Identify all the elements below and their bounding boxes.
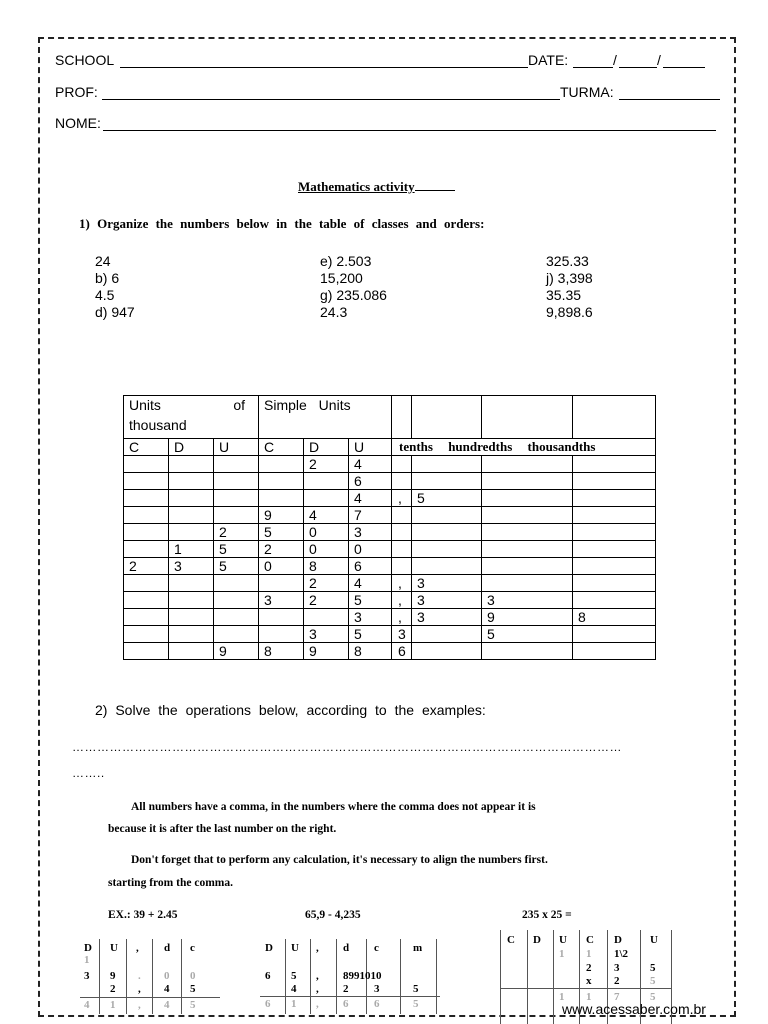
order-header: D: [169, 439, 214, 456]
number-item: e) 2.503: [320, 253, 372, 269]
comma-cell: [392, 456, 412, 473]
simple-units-header: Simple Units: [259, 396, 392, 439]
op3-bottom: 1: [586, 991, 592, 1003]
thousand-word: thousand: [129, 417, 187, 433]
table-cell: 0: [304, 524, 349, 541]
table-cell: 2: [124, 558, 169, 575]
table-row: [124, 643, 656, 660]
number-item: 24: [95, 253, 111, 269]
table-cell: 3: [349, 609, 392, 626]
op2-digit: 3: [374, 983, 380, 995]
table-cell: [412, 626, 482, 643]
number-item: j) 3,398: [546, 270, 593, 286]
prof-line: [102, 99, 560, 100]
number-item: 9,898.6: [546, 304, 593, 320]
table-cell: [214, 456, 259, 473]
table-cell: [124, 626, 169, 643]
op1-digit: ,: [138, 983, 141, 995]
table-row: [124, 524, 656, 541]
table-cell: 7: [349, 507, 392, 524]
op2-digit: 5: [413, 983, 419, 995]
table-cell: [412, 643, 482, 660]
question-2: 2) Solve the operations below, according to the examples:: [95, 702, 486, 718]
table-cell: [124, 524, 169, 541]
table-cell: [214, 626, 259, 643]
op2-digit: 2: [343, 983, 349, 995]
table-cell: 3: [259, 592, 304, 609]
table-cell: [214, 473, 259, 490]
op2-digit: ,: [316, 983, 319, 995]
op1-digit: 2: [110, 983, 116, 995]
table-cell: [214, 592, 259, 609]
table-cell: [259, 575, 304, 592]
table-cell: 5: [412, 490, 482, 507]
table-cell: 9: [304, 643, 349, 660]
table-cell: 4: [349, 490, 392, 507]
table-cell: 3: [304, 626, 349, 643]
table-cell: [124, 609, 169, 626]
table-body: [124, 456, 656, 660]
op3-carry: 1: [559, 948, 565, 960]
order-header: C: [124, 439, 169, 456]
table-cell: [169, 524, 214, 541]
op2-result: 1: [291, 998, 297, 1010]
table-cell: [573, 643, 656, 660]
op3-digit: 5: [650, 962, 656, 974]
op1-result: ,: [138, 999, 141, 1011]
table-cell: [124, 643, 169, 660]
table-cell: [259, 609, 304, 626]
op2-header: m: [413, 942, 423, 954]
table-row: [124, 575, 656, 592]
table-cell: [412, 558, 482, 575]
table-cell: [259, 626, 304, 643]
table-cell: 8: [573, 609, 656, 626]
class-header-row: [124, 396, 656, 439]
op1-result: 1: [110, 999, 116, 1011]
comma-cell: ,: [392, 575, 412, 592]
order-header: U: [349, 439, 392, 456]
op3-digit: 5: [650, 975, 656, 987]
op3-header: D: [533, 934, 541, 946]
comma-cell: [392, 473, 412, 490]
decimal-header-blank: [412, 396, 482, 439]
op1-digit: 0: [190, 970, 196, 982]
order-header: C: [259, 439, 304, 456]
classes-orders-table: [123, 395, 656, 660]
table-cell: 2: [304, 592, 349, 609]
comma-cell: [392, 541, 412, 558]
table-cell: [573, 541, 656, 558]
op1-digit: 9: [110, 970, 116, 982]
table-cell: [169, 609, 214, 626]
date-label: DATE:: [528, 52, 569, 68]
example-3-label: 235 x 25 =: [522, 909, 572, 921]
units-of-thousand-header: Units of thousand: [124, 396, 259, 439]
table-cell: [124, 507, 169, 524]
op3-header: D: [614, 934, 622, 946]
table-cell: 9: [259, 507, 304, 524]
op3-carry: 1\2: [614, 948, 629, 960]
op2-header: c: [374, 942, 379, 954]
table-cell: [124, 575, 169, 592]
table-cell: 5: [214, 541, 259, 558]
table-cell: [573, 558, 656, 575]
table-cell: [573, 507, 656, 524]
op3-digit: 3: [614, 962, 620, 974]
table-cell: 3: [482, 592, 573, 609]
op2-digit: 8991010: [343, 970, 382, 982]
op2-header: d: [343, 942, 350, 954]
table-cell: [169, 643, 214, 660]
table-cell: [482, 473, 573, 490]
op1-digit: .: [138, 970, 141, 982]
op2-digit: ,: [316, 970, 319, 982]
op1-digit: 5: [190, 983, 196, 995]
op1-digit: 3: [84, 970, 90, 982]
date-year-line: [663, 67, 705, 68]
table-row: [124, 456, 656, 473]
table-cell: [573, 490, 656, 507]
comma-cell: 3: [392, 626, 412, 643]
turma-label: TURMA:: [560, 84, 614, 100]
note-line: Don't forget that to perform any calculation, it's necessary to align the numbers first.: [131, 854, 548, 866]
op1-header: D: [84, 942, 92, 954]
table-cell: [169, 507, 214, 524]
activity-title: Mathematics activity: [298, 179, 478, 195]
table-cell: [573, 575, 656, 592]
number-item: b) 6: [95, 270, 120, 286]
op3-header: U: [650, 934, 658, 946]
table-cell: [169, 473, 214, 490]
table-cell: [482, 456, 573, 473]
comma-cell: 6: [392, 643, 412, 660]
op3-bottom: 1: [559, 991, 565, 1003]
table-row: [124, 558, 656, 575]
op1-digit: 4: [164, 983, 170, 995]
table-cell: 9: [214, 643, 259, 660]
table-cell: [482, 507, 573, 524]
op2-digit: 5: [291, 970, 297, 982]
table-cell: 8: [349, 643, 392, 660]
table-cell: 4: [304, 507, 349, 524]
nome-line: [103, 130, 716, 131]
table-row: [124, 490, 656, 507]
op3-bottom: 7: [614, 991, 620, 1003]
example-2-label: 65,9 - 4,235: [305, 909, 361, 921]
table-cell: 0: [349, 541, 392, 558]
note-line: All numbers have a comma, in the numbers where the comma does not appear it is: [131, 801, 536, 813]
table-cell: [214, 507, 259, 524]
op1-result: 4: [164, 999, 170, 1011]
table-row: [124, 541, 656, 558]
table-cell: 3: [349, 524, 392, 541]
table-cell: 5: [482, 626, 573, 643]
table-cell: 5: [349, 592, 392, 609]
example-1-label: EX.: 39 + 2.45: [108, 909, 178, 921]
table-cell: [124, 473, 169, 490]
op3-digit: 2: [586, 962, 592, 974]
table-cell: 2: [304, 456, 349, 473]
op2-result: 6: [265, 998, 271, 1010]
table-cell: [482, 558, 573, 575]
op2-header: D: [265, 942, 273, 954]
table-cell: [412, 456, 482, 473]
op3-carry: 1: [586, 948, 592, 960]
op1-header: ,: [136, 942, 139, 954]
table-cell: 6: [349, 558, 392, 575]
table-cell: [259, 473, 304, 490]
table-cell: [214, 575, 259, 592]
table-cell: [304, 473, 349, 490]
comma-cell: ,: [392, 592, 412, 609]
op2-digit: 4: [291, 983, 297, 995]
table-cell: [124, 490, 169, 507]
table-cell: 3: [412, 592, 482, 609]
op3-header: U: [559, 934, 567, 946]
table-row: [124, 507, 656, 524]
table-cell: [412, 473, 482, 490]
table-cell: 0: [259, 558, 304, 575]
date-sep: /: [657, 52, 661, 68]
table-cell: [412, 524, 482, 541]
table-cell: [214, 609, 259, 626]
number-item: 35.35: [546, 287, 582, 303]
op3-digit: 2: [614, 975, 620, 987]
table-cell: [169, 490, 214, 507]
table-cell: [482, 541, 573, 558]
footer-website: www.acessaber.com.br: [562, 1001, 706, 1017]
decimal-header-blank: [573, 396, 656, 439]
table-cell: [482, 490, 573, 507]
table-cell: [169, 575, 214, 592]
op2-header: ,: [316, 942, 319, 954]
table-cell: 3: [412, 575, 482, 592]
table-cell: 6: [349, 473, 392, 490]
date-day-line: [573, 67, 613, 68]
op3-bottom: 5: [650, 991, 656, 1003]
numbers-column-1: [95, 253, 135, 321]
op1-header: U: [110, 942, 118, 954]
table-cell: [214, 490, 259, 507]
table-cell: [259, 490, 304, 507]
op2-result: ,: [316, 998, 319, 1010]
table-row: [124, 592, 656, 609]
op2-result: 6: [343, 998, 349, 1010]
number-item: g) 235.086: [320, 287, 387, 303]
school-label: SCHOOL: [55, 52, 115, 68]
table-cell: [412, 541, 482, 558]
table-cell: [169, 626, 214, 643]
comma-column-header: [392, 396, 412, 439]
table-cell: [304, 490, 349, 507]
op1-header: d: [164, 942, 171, 954]
decimal-orders-header: tenths hundredths thousandths: [392, 439, 656, 456]
table-cell: [482, 643, 573, 660]
table-cell: 3: [412, 609, 482, 626]
table-cell: [573, 592, 656, 609]
op3-digit: x: [586, 975, 592, 987]
table-row: [124, 626, 656, 643]
table-cell: 4: [349, 575, 392, 592]
comma-cell: [392, 524, 412, 541]
table-cell: 2: [259, 541, 304, 558]
table-cell: 5: [259, 524, 304, 541]
table-cell: [573, 473, 656, 490]
table-cell: [573, 626, 656, 643]
table-cell: 2: [214, 524, 259, 541]
number-item: 325.33: [546, 253, 589, 269]
number-item: 15,200: [320, 270, 363, 286]
table-cell: [124, 456, 169, 473]
table-cell: [482, 524, 573, 541]
table-cell: [412, 507, 482, 524]
decimal-header-blank: [482, 396, 573, 439]
number-item: 4.5: [95, 287, 115, 303]
op2-result: 6: [374, 998, 380, 1010]
op1-digit: 0: [164, 970, 170, 982]
school-line: [120, 67, 528, 68]
table-cell: 8: [259, 643, 304, 660]
op2-result: 5: [413, 998, 419, 1010]
date-sep: /: [613, 52, 617, 68]
op3-header: C: [507, 934, 515, 946]
note-line: starting from the comma.: [108, 877, 233, 889]
dotted-answer-line: ……………………………………………………………………………………………………………………: [72, 740, 622, 754]
order-header-row: [124, 439, 656, 456]
op3-header: C: [586, 934, 594, 946]
table-row: [124, 609, 656, 626]
op1-result: 4: [84, 999, 90, 1011]
prof-label: PROF:: [55, 84, 98, 100]
op1-result: 5: [190, 999, 196, 1011]
question-1: 1) Organize the numbers below in the table of classes and orders:: [79, 216, 485, 231]
op2-digit: 6: [265, 970, 271, 982]
table-cell: 4: [349, 456, 392, 473]
table-cell: [304, 609, 349, 626]
table-cell: [169, 456, 214, 473]
op1-carry: 1: [84, 954, 90, 966]
table-cell: 5: [214, 558, 259, 575]
table-cell: [482, 575, 573, 592]
table-row: [124, 473, 656, 490]
comma-cell: ,: [392, 609, 412, 626]
op2-header: U: [291, 942, 299, 954]
nome-label: NOME:: [55, 115, 101, 131]
numbers-column-3: [546, 253, 593, 321]
number-item: d) 947: [95, 304, 135, 320]
table-cell: 2: [304, 575, 349, 592]
order-header: U: [214, 439, 259, 456]
operation-2-table: [260, 939, 440, 1014]
dotted-answer-line-end: ……..: [72, 766, 105, 780]
table-cell: 8: [304, 558, 349, 575]
table-cell: [259, 456, 304, 473]
table-cell: 0: [304, 541, 349, 558]
table-cell: 5: [349, 626, 392, 643]
table-cell: 1: [169, 541, 214, 558]
table-cell: 3: [169, 558, 214, 575]
table-cell: [124, 592, 169, 609]
table-cell: [124, 541, 169, 558]
comma-cell: ,: [392, 490, 412, 507]
turma-line: [619, 99, 720, 100]
operation-1-table: [80, 939, 220, 1014]
order-header: D: [304, 439, 349, 456]
comma-cell: [392, 507, 412, 524]
comma-cell: [392, 558, 412, 575]
table-cell: [573, 524, 656, 541]
number-item: 24.3: [320, 304, 348, 320]
date-month-line: [619, 67, 657, 68]
table-cell: [573, 456, 656, 473]
numbers-column-2: [320, 253, 387, 321]
note-line: because it is after the last number on the right.: [108, 823, 337, 835]
op1-header: c: [190, 942, 195, 954]
table-cell: [169, 592, 214, 609]
table-cell: 9: [482, 609, 573, 626]
